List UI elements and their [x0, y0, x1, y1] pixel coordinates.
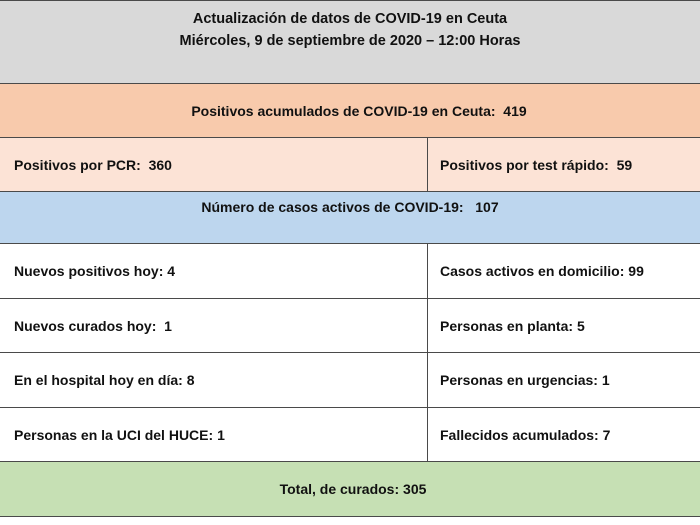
fallecidos-label: Fallecidos acumulados:	[440, 426, 599, 443]
total-curados-label: Total, de curados:	[279, 481, 400, 497]
positivos-acumulados-cell	[0, 84, 700, 137]
data-row	[0, 244, 700, 299]
personas-planta-value: 5	[576, 317, 585, 334]
personas-urgencias-value: 1	[601, 372, 610, 388]
nuevos-curados-value: 1	[164, 317, 172, 334]
nuevos-positivos-value: 4	[167, 263, 176, 279]
positivos-test-rapido-label: Positivos por test rápido:	[440, 156, 609, 173]
positivos-acumulados-row	[0, 84, 700, 138]
personas-urgencias-cell	[428, 353, 700, 407]
casos-activos-row	[0, 192, 700, 244]
activos-domicilio-cell	[428, 244, 700, 298]
casos-activos-value: 107	[475, 199, 499, 215]
hospital-hoy-cell	[0, 353, 428, 407]
fallecidos-cell	[428, 408, 700, 461]
personas-uci-label: Personas en la UCI del HUCE:	[14, 426, 214, 443]
positivos-acumulados-label: Positivos acumulados de COVID-19 en Ceuta:	[191, 102, 496, 119]
data-row	[0, 353, 700, 408]
data-row	[0, 408, 700, 462]
hospital-hoy-value: 8	[186, 372, 195, 388]
personas-uci-value: 1	[217, 426, 225, 443]
activos-domicilio-label: Casos activos en domicilio:	[440, 263, 625, 279]
fallecidos-value: 7	[602, 426, 611, 443]
positivos-test-rapido-cell	[428, 138, 700, 191]
nuevos-positivos-label: Nuevos positivos hoy:	[14, 263, 164, 279]
total-curados-value: 305	[403, 481, 427, 497]
activos-domicilio-value: 99	[628, 263, 644, 279]
positivos-acumulados-value: 419	[503, 102, 527, 119]
positivos-test-rapido-value: 59	[616, 156, 633, 173]
nuevos-curados-label: Nuevos curados hoy:	[14, 317, 157, 334]
total-curados-cell	[0, 462, 700, 516]
header-row	[0, 0, 700, 84]
casos-activos-label: Número de casos activos de COVID-19:	[201, 199, 464, 215]
positivos-pcr-cell	[0, 138, 428, 191]
nuevos-curados-cell	[0, 299, 428, 352]
hospital-hoy-label: En el hospital hoy en día:	[14, 372, 183, 388]
positivos-pcr-value: 360	[148, 156, 172, 173]
nuevos-positivos-cell	[0, 244, 428, 298]
positivos-pcr-label: Positivos por PCR:	[14, 156, 141, 173]
personas-planta-cell	[428, 299, 700, 352]
personas-uci-cell	[0, 408, 428, 461]
positivos-split-row	[0, 138, 700, 192]
header-cell	[0, 1, 700, 83]
total-curados-row	[0, 462, 700, 517]
data-row	[0, 299, 700, 353]
personas-planta-label: Personas en planta:	[440, 317, 574, 334]
report-date: Miércoles, 9 de septiembre de 2020 – 12:00 Horas	[179, 33, 521, 49]
report-title: Actualización de datos de COVID-19 en Ceuta	[192, 11, 508, 27]
personas-urgencias-label: Personas en urgencias:	[440, 372, 598, 388]
casos-activos-cell	[0, 192, 700, 243]
